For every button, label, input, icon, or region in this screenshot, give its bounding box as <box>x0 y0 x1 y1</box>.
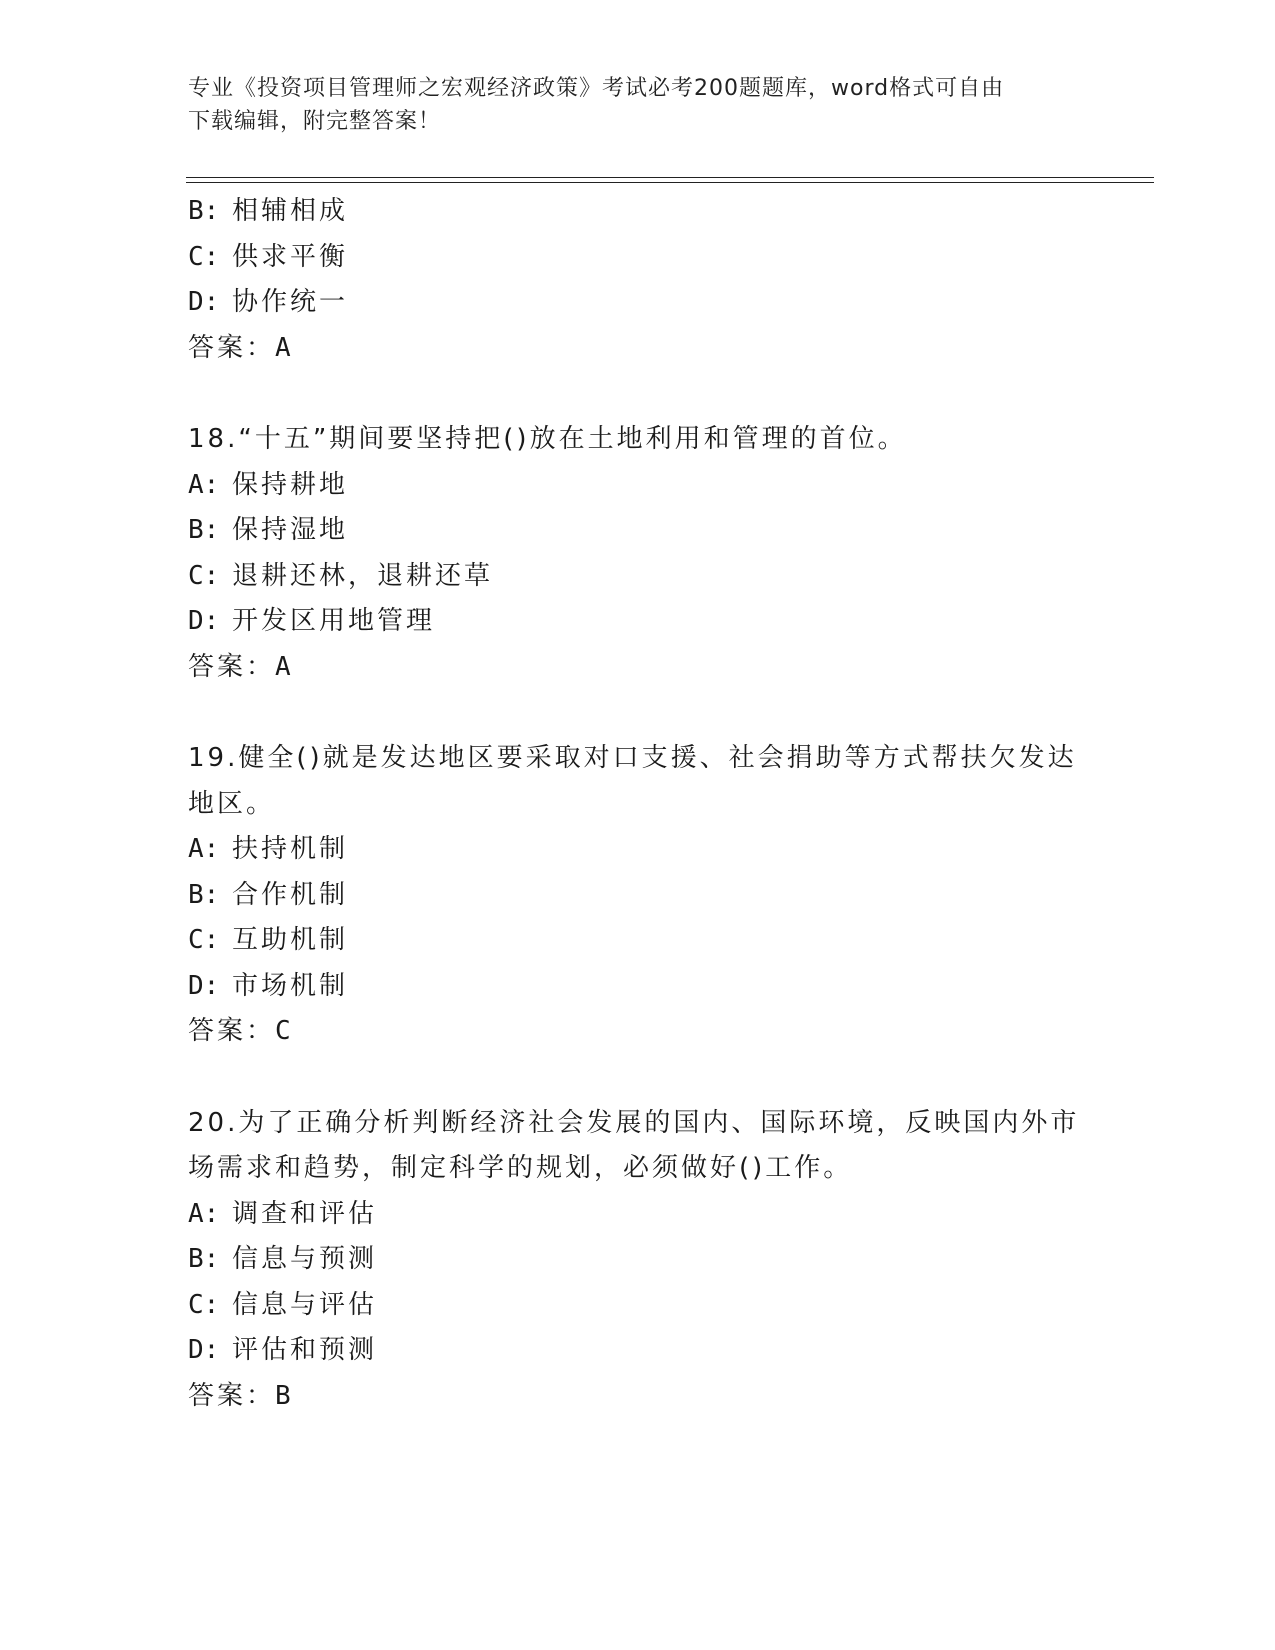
option-d <box>188 280 1088 326</box>
answer-value: A <box>275 332 291 363</box>
option-letter: D: <box>188 1335 220 1365</box>
option-text: 互助机制 <box>232 925 349 955</box>
answer-label: 答案： <box>188 651 276 682</box>
answer-value: B <box>275 1380 291 1411</box>
option-letter: B: <box>188 1244 220 1274</box>
option-letter: B: <box>188 879 220 910</box>
option-letter: C: <box>188 241 220 272</box>
header-line-1: 专业《投资项目管理师之宏观经济政策》考试必考200题题库，word格式可自由 <box>188 76 1005 101</box>
question-block-prev <box>188 189 1088 371</box>
question-block-20 <box>188 1101 1088 1420</box>
answer-value: C <box>275 1016 291 1046</box>
answer-label: 答案： <box>188 1380 276 1411</box>
option-letter: A: <box>188 469 220 500</box>
question-text-line-1: 20.为了正确分析判断经济社会发展的国内、国际环境，反映国内外市 <box>188 1107 1080 1138</box>
option-b <box>188 508 1088 554</box>
option-text: 扶持机制 <box>232 834 349 864</box>
option-text: 信息与预测 <box>232 1244 378 1274</box>
answer-label: 答案： <box>188 332 276 363</box>
option-letter: B: <box>188 196 220 226</box>
option-c <box>188 554 1088 600</box>
option-text: 保持耕地 <box>232 469 349 500</box>
answer-value: A <box>275 651 291 682</box>
option-c <box>188 235 1088 281</box>
option-text: 开发区用地管理 <box>232 606 436 636</box>
option-letter: C: <box>188 560 220 591</box>
option-letter: D: <box>188 970 220 1001</box>
option-c <box>188 918 1088 964</box>
option-letter: D: <box>188 606 220 636</box>
question-list <box>188 189 1088 1465</box>
option-text: 合作机制 <box>232 879 349 910</box>
question-block-18 <box>188 417 1088 690</box>
option-letter: C: <box>188 1289 220 1320</box>
option-b <box>188 1237 1088 1283</box>
option-d <box>188 599 1088 645</box>
option-letter: B: <box>188 515 220 545</box>
option-text: 信息与评估 <box>232 1289 378 1320</box>
option-a <box>188 1192 1088 1238</box>
option-c <box>188 1283 1088 1329</box>
question-text-line-2: 地区。 <box>188 788 276 819</box>
question-text-line-1: 19.健全()就是发达地区要采取对口支援、社会捐助等方式帮扶欠发达 <box>188 743 1077 773</box>
option-d <box>188 964 1088 1010</box>
header-line-2: 下载编辑，附完整答案！ <box>188 109 442 134</box>
answer-line <box>188 326 1088 372</box>
option-a <box>188 827 1088 873</box>
question-text-line-2: 场需求和趋势，制定科学的规划，必须做好()工作。 <box>188 1153 853 1183</box>
option-text: 调查和评估 <box>232 1198 378 1229</box>
option-b <box>188 189 1088 235</box>
option-b <box>188 873 1088 919</box>
answer-line <box>188 645 1088 691</box>
option-text: 退耕还林，退耕还草 <box>232 560 494 591</box>
answer-label: 答案： <box>188 1016 276 1046</box>
header-rule-thin <box>186 182 1154 183</box>
question-text: 18.“十五”期间要坚持把()放在土地利用和管理的首位。 <box>188 424 907 454</box>
page-header <box>188 72 1078 138</box>
option-text: 市场机制 <box>232 970 349 1001</box>
option-text: 保持湿地 <box>232 515 349 545</box>
option-text: 评估和预测 <box>232 1335 378 1365</box>
option-a <box>188 463 1088 509</box>
option-text: 相辅相成 <box>232 196 349 226</box>
option-d <box>188 1328 1088 1374</box>
question-block-19 <box>188 736 1088 1055</box>
option-text: 供求平衡 <box>232 241 349 272</box>
option-letter: D: <box>188 287 220 317</box>
option-text: 协作统一 <box>232 287 349 317</box>
option-letter: C: <box>188 925 220 955</box>
option-letter: A: <box>188 834 220 864</box>
option-letter: A: <box>188 1198 220 1229</box>
answer-line <box>188 1009 1088 1055</box>
header-rule-thick <box>186 177 1154 178</box>
answer-line <box>188 1374 1088 1420</box>
